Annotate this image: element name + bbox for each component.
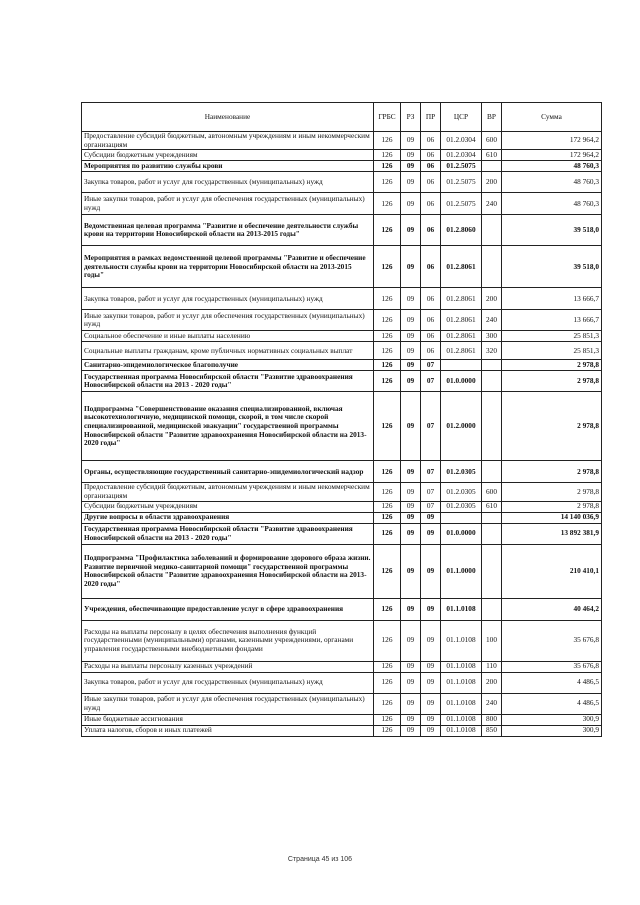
cell-name: Подпрограмма "Профилактика заболеваний и формирование здорового образа жизни. Развитие первичной медико-санитарной помощи" государственной программы Новосибирской области "Развитие здравоохранения Новосибирской области на 2013-2020 годы" xyxy=(82,544,374,598)
cell-csr: 01.2.0305 xyxy=(441,461,482,483)
cell-sum: 172 964,2 xyxy=(502,150,602,161)
cell-name: Государственная программа Новосибирской области "Развитие здравоохранения Новосибирской области на 2013 - 2020 годы" xyxy=(82,523,374,544)
cell-name: Иные бюджетные ассигнования xyxy=(82,714,374,725)
cell-name: Уплата налогов, сборов и иных платежей xyxy=(82,725,374,736)
table-row xyxy=(82,598,602,620)
cell-name: Санитарно-эпидемиологическое благополучие xyxy=(82,360,374,371)
cell-sum: 35 676,8 xyxy=(502,620,602,661)
cell-pr: 06 xyxy=(421,342,441,360)
cell-sum: 2 978,8 xyxy=(502,392,602,461)
cell-sum: 4 486,5 xyxy=(502,672,602,693)
cell-vr xyxy=(482,246,502,288)
table-row xyxy=(82,172,602,193)
cell-pr: 09 xyxy=(421,725,441,736)
cell-grbs: 126 xyxy=(374,342,401,360)
cell-rz: 09 xyxy=(401,661,421,672)
table-row xyxy=(82,132,602,150)
cell-grbs: 126 xyxy=(374,215,401,246)
cell-rz: 09 xyxy=(401,246,421,288)
cell-rz: 09 xyxy=(401,161,421,172)
cell-csr: 01.1.0108 xyxy=(441,661,482,672)
cell-sum: 40 464,2 xyxy=(502,598,602,620)
cell-rz: 09 xyxy=(401,310,421,331)
cell-grbs: 126 xyxy=(374,360,401,371)
cell-sum: 210 410,1 xyxy=(502,544,602,598)
cell-csr: 01.1.0108 xyxy=(441,714,482,725)
cell-vr xyxy=(482,371,502,392)
cell-pr: 09 xyxy=(421,672,441,693)
cell-sum: 25 851,3 xyxy=(502,342,602,360)
cell-vr: 200 xyxy=(482,172,502,193)
cell-pr: 06 xyxy=(421,246,441,288)
cell-csr: 01.0.0000 xyxy=(441,523,482,544)
cell-grbs: 126 xyxy=(374,172,401,193)
cell-grbs: 126 xyxy=(374,512,401,523)
cell-name: Мероприятия в рамках ведомственной целевой программы "Развитие и обеспечение деятельности службы крови на территории Новосибирской области на 2013-2015 годы" xyxy=(82,246,374,288)
table-header-row xyxy=(82,103,602,132)
cell-vr: 110 xyxy=(482,661,502,672)
table-row xyxy=(82,483,602,501)
cell-rz: 09 xyxy=(401,288,421,310)
cell-rz: 09 xyxy=(401,598,421,620)
table-row xyxy=(82,288,602,310)
table-row xyxy=(82,161,602,172)
cell-sum: 39 518,0 xyxy=(502,246,602,288)
cell-vr: 300 xyxy=(482,331,502,342)
cell-csr: 01.2.0305 xyxy=(441,483,482,501)
cell-vr xyxy=(482,215,502,246)
cell-name: Государственная программа Новосибирской области "Развитие здравоохранения Новосибирской области на 2013 - 2020 годы" xyxy=(82,371,374,392)
table-row xyxy=(82,310,602,331)
cell-grbs: 126 xyxy=(374,661,401,672)
header-rz: РЗ xyxy=(401,103,421,132)
cell-vr xyxy=(482,544,502,598)
cell-csr: 01.2.5075 xyxy=(441,161,482,172)
cell-sum: 300,9 xyxy=(502,714,602,725)
cell-pr: 07 xyxy=(421,483,441,501)
cell-csr xyxy=(441,512,482,523)
cell-pr: 06 xyxy=(421,331,441,342)
cell-pr: 09 xyxy=(421,714,441,725)
cell-vr: 600 xyxy=(482,132,502,150)
budget-table xyxy=(81,102,602,737)
cell-grbs: 126 xyxy=(374,310,401,331)
cell-name: Закупка товаров, работ и услуг для государственных (муниципальных) нужд xyxy=(82,672,374,693)
cell-vr: 240 xyxy=(482,193,502,215)
table-row xyxy=(82,523,602,544)
cell-sum: 39 518,0 xyxy=(502,215,602,246)
cell-vr: 850 xyxy=(482,725,502,736)
cell-pr: 06 xyxy=(421,161,441,172)
cell-rz: 09 xyxy=(401,172,421,193)
cell-csr: 01.0.0000 xyxy=(441,371,482,392)
cell-rz: 09 xyxy=(401,371,421,392)
cell-vr: 610 xyxy=(482,150,502,161)
cell-grbs: 126 xyxy=(374,193,401,215)
cell-pr: 07 xyxy=(421,461,441,483)
table-row xyxy=(82,725,602,736)
cell-grbs: 126 xyxy=(374,161,401,172)
cell-rz: 09 xyxy=(401,620,421,661)
table-row xyxy=(82,215,602,246)
cell-rz: 09 xyxy=(401,342,421,360)
cell-csr: 01.1.0108 xyxy=(441,620,482,661)
cell-name: Субсидии бюджетным учреждениям xyxy=(82,150,374,161)
cell-grbs: 126 xyxy=(374,725,401,736)
cell-grbs: 126 xyxy=(374,461,401,483)
cell-grbs: 126 xyxy=(374,331,401,342)
cell-csr: 01.1.0108 xyxy=(441,725,482,736)
cell-name: Мероприятия по развитию службы крови xyxy=(82,161,374,172)
table-row xyxy=(82,246,602,288)
cell-pr: 09 xyxy=(421,693,441,714)
cell-vr: 100 xyxy=(482,620,502,661)
header-grbs: ГРБС xyxy=(374,103,401,132)
cell-pr: 06 xyxy=(421,193,441,215)
cell-pr: 07 xyxy=(421,501,441,512)
cell-vr: 240 xyxy=(482,310,502,331)
cell-grbs: 126 xyxy=(374,246,401,288)
cell-grbs: 126 xyxy=(374,714,401,725)
cell-sum: 13 666,7 xyxy=(502,310,602,331)
cell-pr: 09 xyxy=(421,512,441,523)
page-number: Страница 45 из 106 xyxy=(287,856,353,863)
table-row xyxy=(82,544,602,598)
cell-grbs: 126 xyxy=(374,598,401,620)
cell-rz: 09 xyxy=(401,132,421,150)
header-csr: ЦСР xyxy=(441,103,482,132)
table-row xyxy=(82,620,602,661)
cell-name: Органы, осуществляющие государственный санитарно-эпидемиологический надзор xyxy=(82,461,374,483)
cell-csr: 01.2.8061 xyxy=(441,331,482,342)
cell-rz: 09 xyxy=(401,512,421,523)
cell-csr: 01.2.5075 xyxy=(441,193,482,215)
cell-rz: 09 xyxy=(401,392,421,461)
cell-pr: 06 xyxy=(421,132,441,150)
cell-name: Ведомственная целевая программа "Развитие и обеспечение деятельности службы крови на территории Новосибирской области на 2013-2015 годы" xyxy=(82,215,374,246)
cell-grbs: 126 xyxy=(374,288,401,310)
cell-pr: 09 xyxy=(421,598,441,620)
cell-pr: 07 xyxy=(421,371,441,392)
cell-rz: 09 xyxy=(401,672,421,693)
header-sum: Сумма xyxy=(502,103,602,132)
cell-vr xyxy=(482,523,502,544)
cell-rz: 09 xyxy=(401,193,421,215)
cell-vr: 200 xyxy=(482,672,502,693)
cell-rz: 09 xyxy=(401,150,421,161)
cell-csr xyxy=(441,360,482,371)
cell-vr: 320 xyxy=(482,342,502,360)
cell-sum: 2 978,8 xyxy=(502,501,602,512)
cell-sum: 300,9 xyxy=(502,725,602,736)
cell-pr: 06 xyxy=(421,310,441,331)
cell-csr: 01.2.8061 xyxy=(441,288,482,310)
cell-name: Учреждения, обеспечивающие предоставление услуг в сфере здравоохранения xyxy=(82,598,374,620)
cell-rz: 09 xyxy=(401,693,421,714)
table-row xyxy=(82,672,602,693)
cell-sum: 2 978,8 xyxy=(502,360,602,371)
cell-rz: 09 xyxy=(401,725,421,736)
cell-grbs: 126 xyxy=(374,544,401,598)
cell-rz: 09 xyxy=(401,544,421,598)
cell-grbs: 126 xyxy=(374,150,401,161)
cell-rz: 09 xyxy=(401,714,421,725)
cell-sum: 35 676,8 xyxy=(502,661,602,672)
table-row xyxy=(82,360,602,371)
cell-name: Иные закупки товаров, работ и услуг для обеспечения государственных (муниципальных) нужд xyxy=(82,193,374,215)
table-row xyxy=(82,331,602,342)
cell-rz: 09 xyxy=(401,360,421,371)
header-vr: ВР xyxy=(482,103,502,132)
cell-pr: 06 xyxy=(421,150,441,161)
cell-pr: 09 xyxy=(421,523,441,544)
cell-rz: 09 xyxy=(401,523,421,544)
cell-name: Другие вопросы в области здравоохранения xyxy=(82,512,374,523)
table-row xyxy=(82,661,602,672)
cell-name: Иные закупки товаров, работ и услуг для обеспечения государственных (муниципальных) нужд xyxy=(82,310,374,331)
cell-csr: 01.2.0304 xyxy=(441,150,482,161)
cell-csr: 01.1.0000 xyxy=(441,544,482,598)
cell-rz: 09 xyxy=(401,483,421,501)
cell-grbs: 126 xyxy=(374,483,401,501)
cell-pr: 06 xyxy=(421,172,441,193)
cell-vr xyxy=(482,360,502,371)
cell-grbs: 126 xyxy=(374,132,401,150)
cell-sum: 2 978,8 xyxy=(502,371,602,392)
cell-rz: 09 xyxy=(401,331,421,342)
cell-sum: 48 760,3 xyxy=(502,161,602,172)
cell-name: Предоставление субсидий бюджетным, автономным учреждениям и иным некоммерческим организациям xyxy=(82,132,374,150)
cell-grbs: 126 xyxy=(374,523,401,544)
cell-rz: 09 xyxy=(401,501,421,512)
cell-pr: 09 xyxy=(421,661,441,672)
table-row xyxy=(82,714,602,725)
cell-name: Закупка товаров, работ и услуг для государственных (муниципальных) нужд xyxy=(82,172,374,193)
cell-sum: 14 140 036,9 xyxy=(502,512,602,523)
cell-sum: 2 978,8 xyxy=(502,461,602,483)
cell-name: Социальное обеспечение и иные выплаты населению xyxy=(82,331,374,342)
cell-vr: 800 xyxy=(482,714,502,725)
cell-rz: 09 xyxy=(401,461,421,483)
cell-csr: 01.1.0108 xyxy=(441,598,482,620)
cell-vr xyxy=(482,598,502,620)
cell-sum: 2 978,8 xyxy=(502,483,602,501)
table-row xyxy=(82,501,602,512)
cell-vr xyxy=(482,161,502,172)
cell-pr: 06 xyxy=(421,288,441,310)
cell-sum: 172 964,2 xyxy=(502,132,602,150)
cell-grbs: 126 xyxy=(374,501,401,512)
table-row xyxy=(82,392,602,461)
cell-grbs: 126 xyxy=(374,693,401,714)
cell-name: Расходы на выплаты персоналу в целях обеспечения выполнения функций государственными (муниципальными) органами, казенными учреждениями, органами управления государственными внебюджетными фондами xyxy=(82,620,374,661)
header-name: Наименование xyxy=(82,103,374,132)
cell-vr xyxy=(482,512,502,523)
cell-pr: 09 xyxy=(421,620,441,661)
cell-name: Расходы на выплаты персоналу казенных учреждений xyxy=(82,661,374,672)
cell-csr: 01.2.8061 xyxy=(441,246,482,288)
table-row xyxy=(82,461,602,483)
cell-name: Иные закупки товаров, работ и услуг для обеспечения государственных (муниципальных) нужд xyxy=(82,693,374,714)
cell-csr: 01.2.8061 xyxy=(441,310,482,331)
table-row xyxy=(82,371,602,392)
cell-name: Подпрограмма "Совершенствование оказания специализированной, включая высокотехнологичную, медицинской помощи, скорой, в том числе скорой специализированной, медицинской эвакуации" государственной программы Новосибирской области "Развитие здравоохранения Новосибирской области на 2013-2020 годы" xyxy=(82,392,374,461)
cell-sum: 13 892 381,9 xyxy=(502,523,602,544)
cell-vr xyxy=(482,461,502,483)
cell-csr: 01.2.0305 xyxy=(441,501,482,512)
cell-sum: 48 760,3 xyxy=(502,172,602,193)
cell-vr: 240 xyxy=(482,693,502,714)
cell-csr: 01.2.0304 xyxy=(441,132,482,150)
cell-name: Закупка товаров, работ и услуг для государственных (муниципальных) нужд xyxy=(82,288,374,310)
cell-name: Предоставление субсидий бюджетным, автономным учреждениям и иным некоммерческим организациям xyxy=(82,483,374,501)
table-row xyxy=(82,150,602,161)
cell-csr: 01.2.5075 xyxy=(441,172,482,193)
cell-vr: 200 xyxy=(482,288,502,310)
cell-pr: 07 xyxy=(421,392,441,461)
cell-vr: 610 xyxy=(482,501,502,512)
cell-sum: 25 851,3 xyxy=(502,331,602,342)
table-row xyxy=(82,693,602,714)
cell-vr: 600 xyxy=(482,483,502,501)
cell-csr: 01.1.0108 xyxy=(441,672,482,693)
cell-csr: 01.2.0000 xyxy=(441,392,482,461)
cell-csr: 01.2.8060 xyxy=(441,215,482,246)
cell-csr: 01.1.0108 xyxy=(441,693,482,714)
cell-sum: 13 666,7 xyxy=(502,288,602,310)
table-row xyxy=(82,512,602,523)
table-row xyxy=(82,193,602,215)
cell-sum: 4 486,5 xyxy=(502,693,602,714)
cell-csr: 01.2.8061 xyxy=(441,342,482,360)
table-row xyxy=(82,342,602,360)
header-pr: ПР xyxy=(421,103,441,132)
cell-grbs: 126 xyxy=(374,672,401,693)
cell-name: Социальные выплаты гражданам, кроме публичных нормативных социальных выплат xyxy=(82,342,374,360)
cell-name: Субсидии бюджетным учреждениям xyxy=(82,501,374,512)
cell-grbs: 126 xyxy=(374,371,401,392)
cell-pr: 09 xyxy=(421,544,441,598)
cell-rz: 09 xyxy=(401,215,421,246)
cell-sum: 48 760,3 xyxy=(502,193,602,215)
cell-grbs: 126 xyxy=(374,620,401,661)
cell-pr: 07 xyxy=(421,360,441,371)
cell-vr xyxy=(482,392,502,461)
cell-pr: 06 xyxy=(421,215,441,246)
cell-grbs: 126 xyxy=(374,392,401,461)
